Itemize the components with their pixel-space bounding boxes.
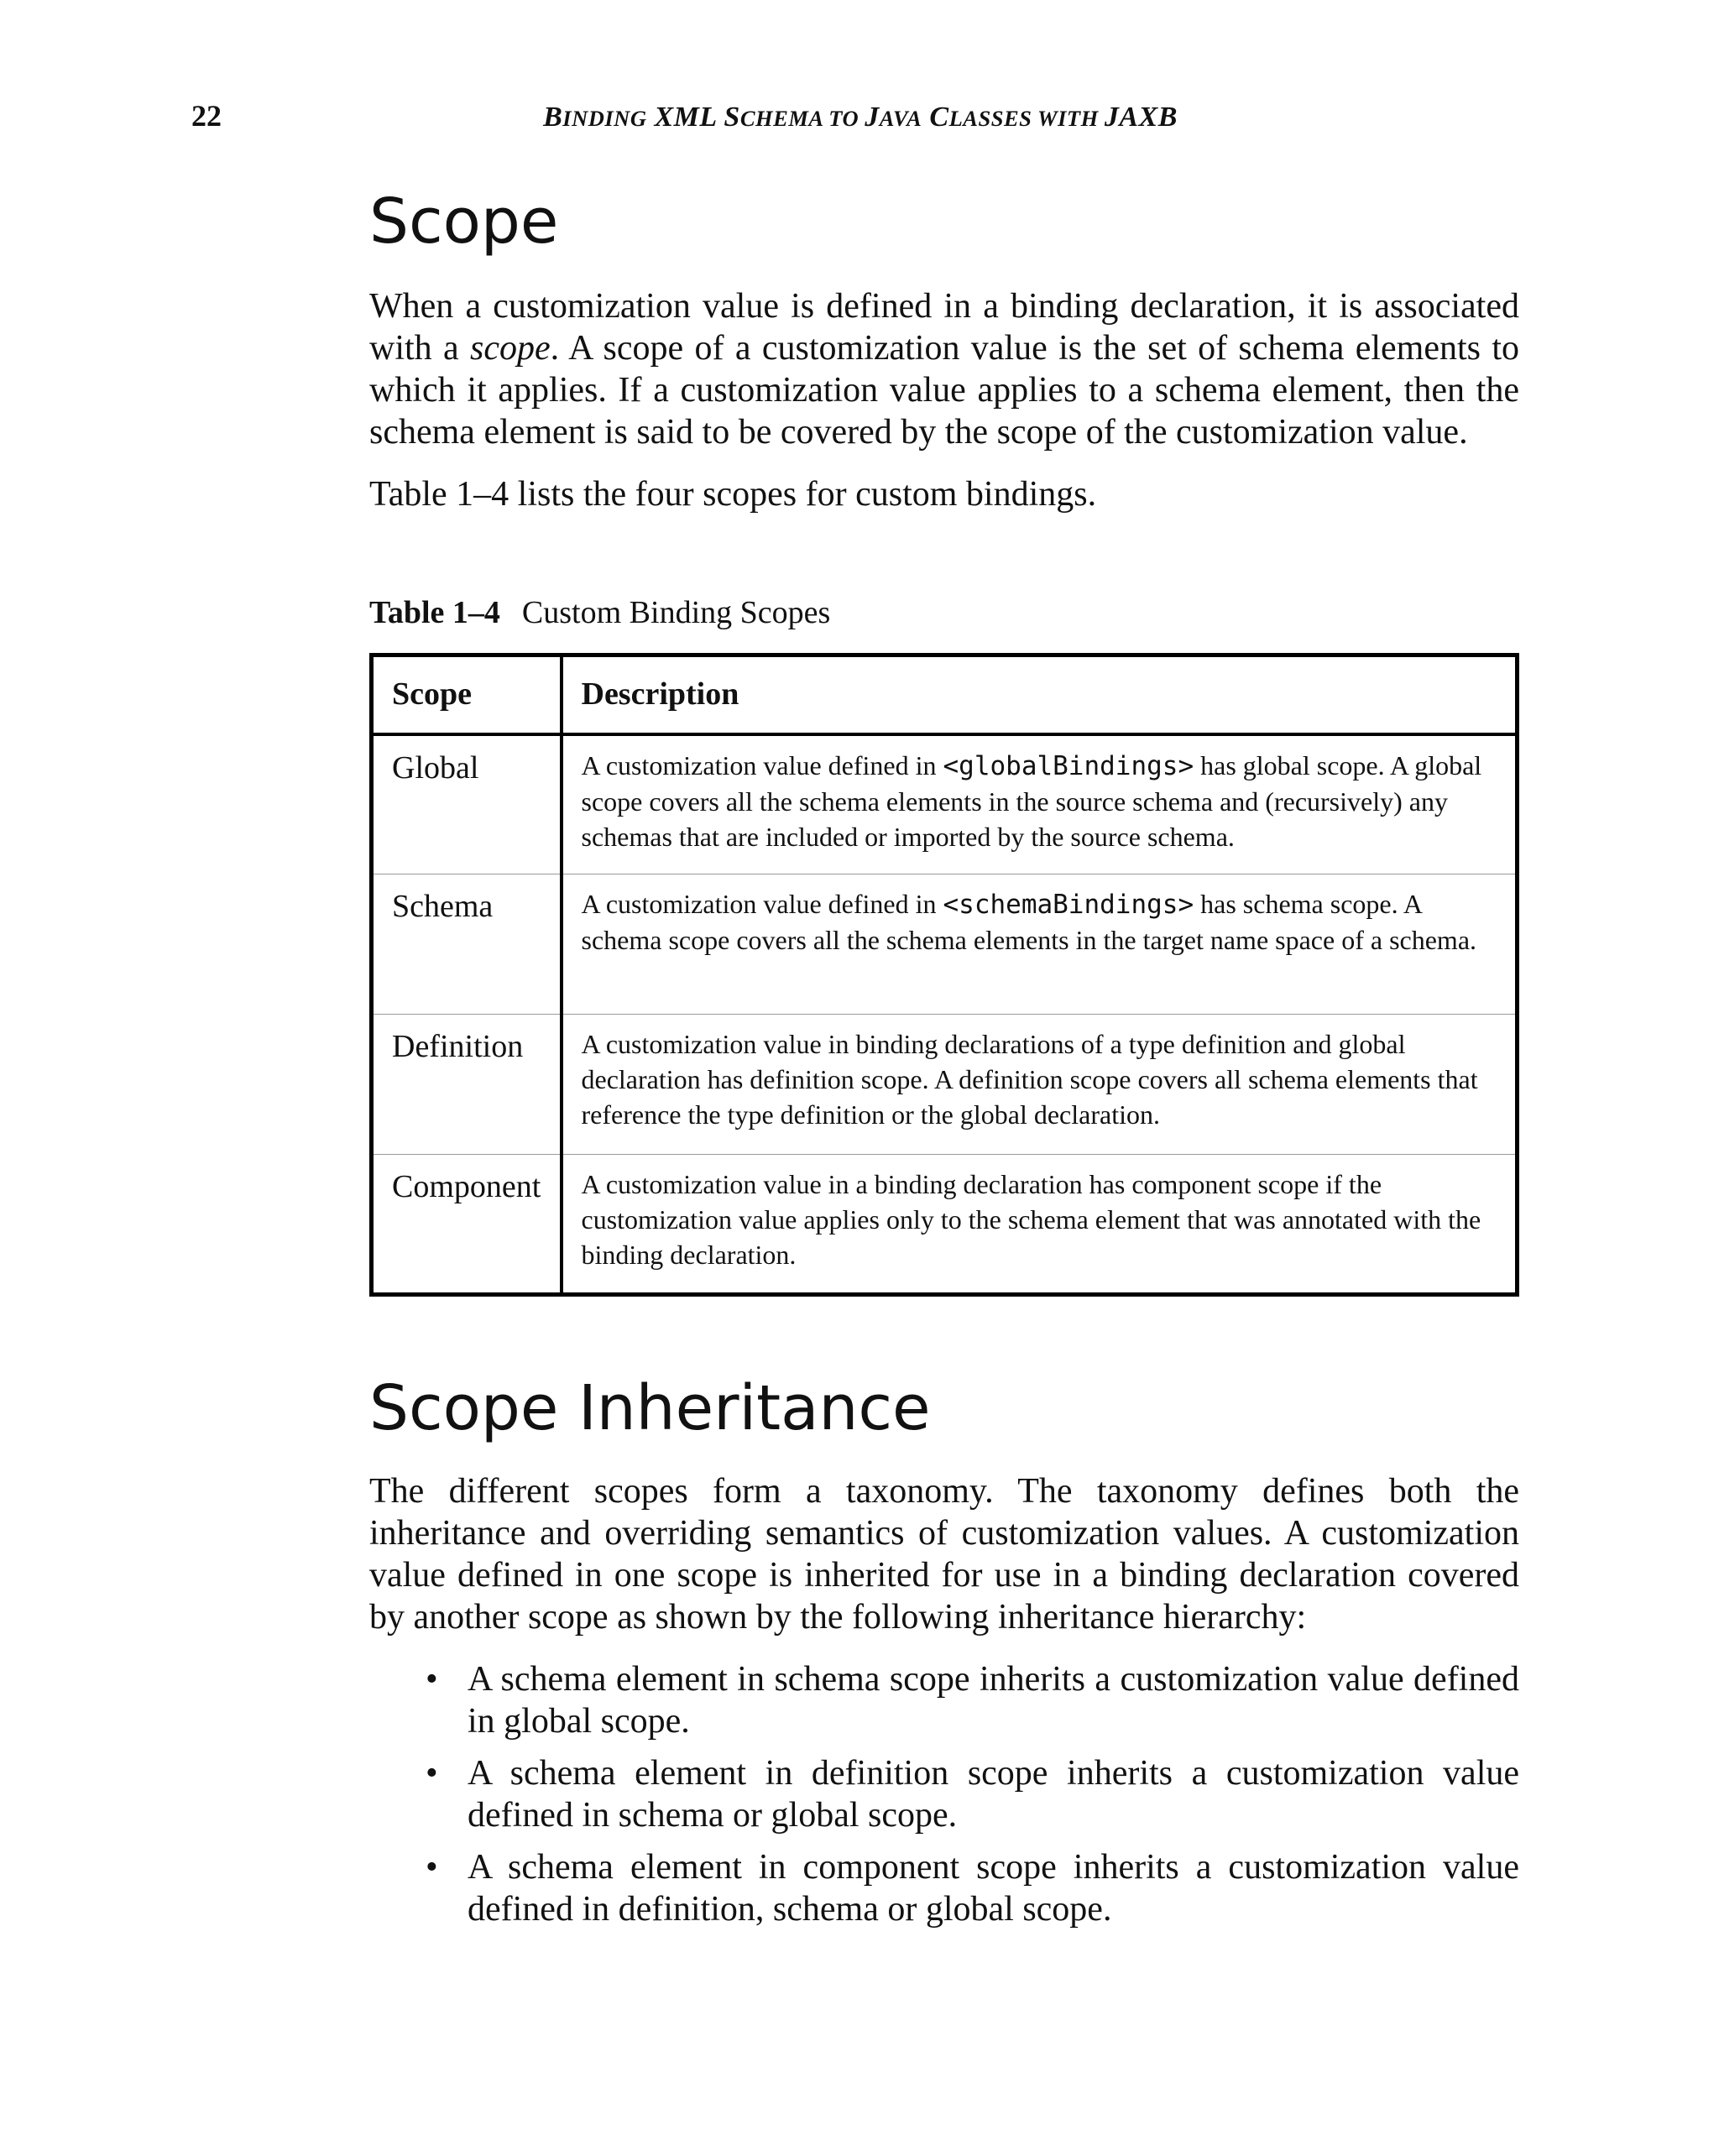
- column-header-scope: Scope: [372, 655, 562, 734]
- section-heading-scope: Scope: [369, 185, 559, 258]
- table-row: [372, 1015, 1518, 1155]
- bullet-icon: •: [426, 1848, 438, 1887]
- list-item: • A schema element in schema scope inherits a customization value defined in global scope.: [426, 1660, 1519, 1741]
- bullet-icon: •: [426, 1754, 438, 1793]
- table-reference-paragraph: Table 1–4 lists the four scopes for custom bindings.: [369, 475, 1097, 514]
- scope-cell: Definition: [372, 1015, 562, 1155]
- page-number: 22: [191, 99, 222, 133]
- inheritance-bullet-list: [369, 1658, 1519, 1940]
- description-cell: A customization value defined in <schemaBindings> has schema scope. A schema scope covers all the schema elements in the target name space of a schema.: [562, 874, 1518, 1015]
- table-row: [372, 734, 1518, 874]
- custom-binding-scopes-table: [369, 653, 1519, 1297]
- list-item: • A schema element in definition scope inherits a customization value defined in schema or global scope.: [426, 1754, 1519, 1835]
- section-heading-scope-inheritance: Scope Inheritance: [369, 1372, 931, 1444]
- description-cell: A customization value defined in <globalBindings> has global scope. A global scope covers all the schema elements in the source schema and (recursively) any schemas that are included or imported by the source schema.: [562, 734, 1518, 874]
- table-header-row: [372, 655, 1518, 734]
- list-item: • A schema element in component scope inherits a customization value defined in definition, schema or global scope.: [426, 1848, 1519, 1929]
- scope-cell: Global: [372, 734, 562, 874]
- scope-cell: Schema: [372, 874, 562, 1015]
- table-caption: Table 1–4 Custom Binding Scopes: [369, 595, 831, 630]
- code-schema-bindings: <schemaBindings>: [943, 890, 1194, 920]
- bullet-icon: •: [426, 1660, 438, 1699]
- description-cell: A customization value in a binding declaration has component scope if the customization value applies only to the schema element that was annotated with the binding declaration.: [581, 1169, 1481, 1270]
- scope-inheritance-paragraph: The different scopes form a taxonomy. The taxonomy defines both the inheritance and overriding semantics of customization values. A customization value defined in one scope is inherited for use in a binding declaration covered by another scope as shown by the following inheritance hierarchy:: [369, 1472, 1519, 1637]
- description-cell: A customization value in binding declarations of a type definition and global declaration has definition scope. A definition scope covers all schema elements that reference the type definition or the global declaration.: [562, 1015, 1518, 1155]
- scope-cell: Component: [372, 1155, 562, 1295]
- table-row: [372, 874, 1518, 1015]
- column-header-description: Description: [562, 655, 1518, 734]
- running-head: BINDING XML SCHEMA TO JAVA CLASSES WITH JAXB: [543, 102, 1178, 133]
- scope-intro-paragraph: When a customization value is defined in a binding declaration, it is associated with a scope. A scope of a customization value is the set of schema elements to which it applies. If a customization value applies to a schema element, then the schema element is said to be covered by the scope of the customization value.: [369, 287, 1520, 452]
- table-row: [372, 1155, 1518, 1295]
- code-global-bindings: <globalBindings>: [943, 750, 1194, 781]
